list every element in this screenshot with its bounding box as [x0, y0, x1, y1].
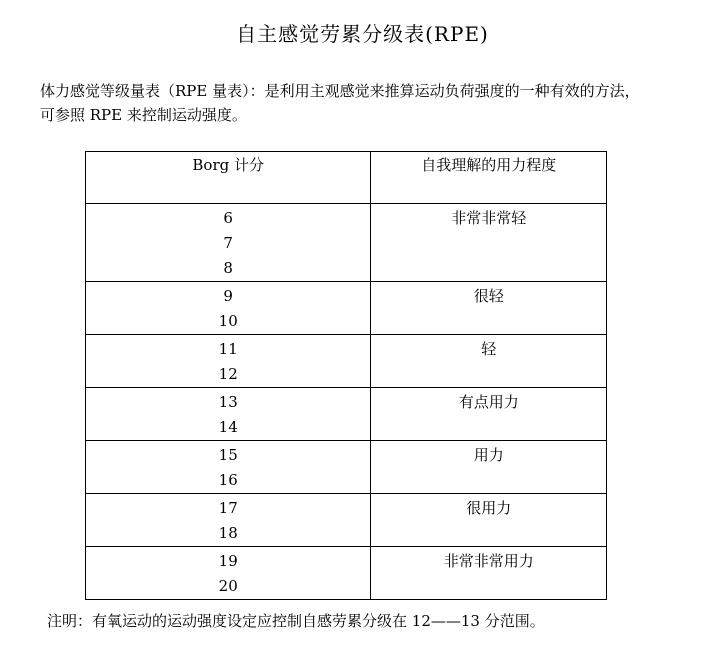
borg-score-value: 16 — [218, 471, 238, 489]
header-exertion-level-label: 自我理解的用力程度 — [421, 156, 557, 174]
exertion-level-label: 很用力 — [466, 499, 512, 517]
borg-score-value: 18 — [218, 524, 238, 542]
borg-score-value: 14 — [218, 418, 238, 436]
footnote: 注明：有氧运动的运动强度设定应控制自感劳累分级在 12——13 分范围。 — [47, 612, 545, 630]
table-row — [86, 335, 607, 388]
borg-score-value: 10 — [218, 312, 238, 330]
borg-score-value: 6 — [223, 209, 233, 227]
exertion-level-cell — [371, 388, 607, 441]
borg-score-value: 20 — [218, 577, 238, 595]
exertion-level-cell — [371, 204, 607, 282]
exertion-level-label: 很轻 — [473, 287, 504, 305]
document-title: 自主感觉劳累分级表(RPE) — [236, 22, 489, 46]
borg-score-value: 7 — [223, 234, 233, 252]
exertion-level-cell — [371, 282, 607, 335]
table-row — [86, 441, 607, 494]
exertion-level-cell — [371, 335, 607, 388]
table-row — [86, 494, 607, 547]
exertion-level-label: 轻 — [481, 340, 497, 358]
borg-score-value: 15 — [218, 446, 238, 464]
table-row — [86, 388, 607, 441]
intro-line-2: 可参照 RPE 来控制运动强度。 — [40, 106, 247, 124]
header-exertion-level — [371, 152, 607, 204]
borg-score-value: 8 — [223, 259, 233, 277]
header-borg-score — [86, 152, 371, 204]
borg-score-cell — [86, 335, 371, 388]
borg-score-cell — [86, 204, 371, 282]
exertion-level-label: 非常非常轻 — [451, 209, 527, 227]
borg-score-value: 9 — [223, 287, 233, 305]
table-row — [86, 282, 607, 335]
exertion-level-label: 有点用力 — [458, 393, 519, 411]
borg-score-cell — [86, 282, 371, 335]
rpe-table — [85, 151, 607, 600]
exertion-level-label: 用力 — [473, 446, 504, 464]
exertion-level-label: 非常非常用力 — [443, 552, 534, 570]
exertion-level-cell — [371, 494, 607, 547]
borg-score-cell — [86, 441, 371, 494]
table-header-row — [86, 152, 607, 204]
header-borg-score-label: Borg 计分 — [192, 156, 264, 174]
borg-score-cell — [86, 547, 371, 600]
table-row — [86, 204, 607, 282]
borg-score-cell — [86, 494, 371, 547]
borg-score-value: 13 — [218, 393, 238, 411]
borg-score-value: 12 — [218, 365, 238, 383]
borg-score-value: 17 — [218, 499, 238, 517]
table-row — [86, 547, 607, 600]
exertion-level-cell — [371, 441, 607, 494]
intro-line-1: 体力感觉等级量表（RPE 量表）：是利用主观感觉来推算运动负荷强度的一种有效的方法， — [40, 82, 640, 100]
intro-paragraph — [40, 79, 712, 127]
borg-score-cell — [86, 388, 371, 441]
borg-score-value: 11 — [218, 340, 238, 358]
exertion-level-cell — [371, 547, 607, 600]
borg-score-value: 19 — [218, 552, 238, 570]
